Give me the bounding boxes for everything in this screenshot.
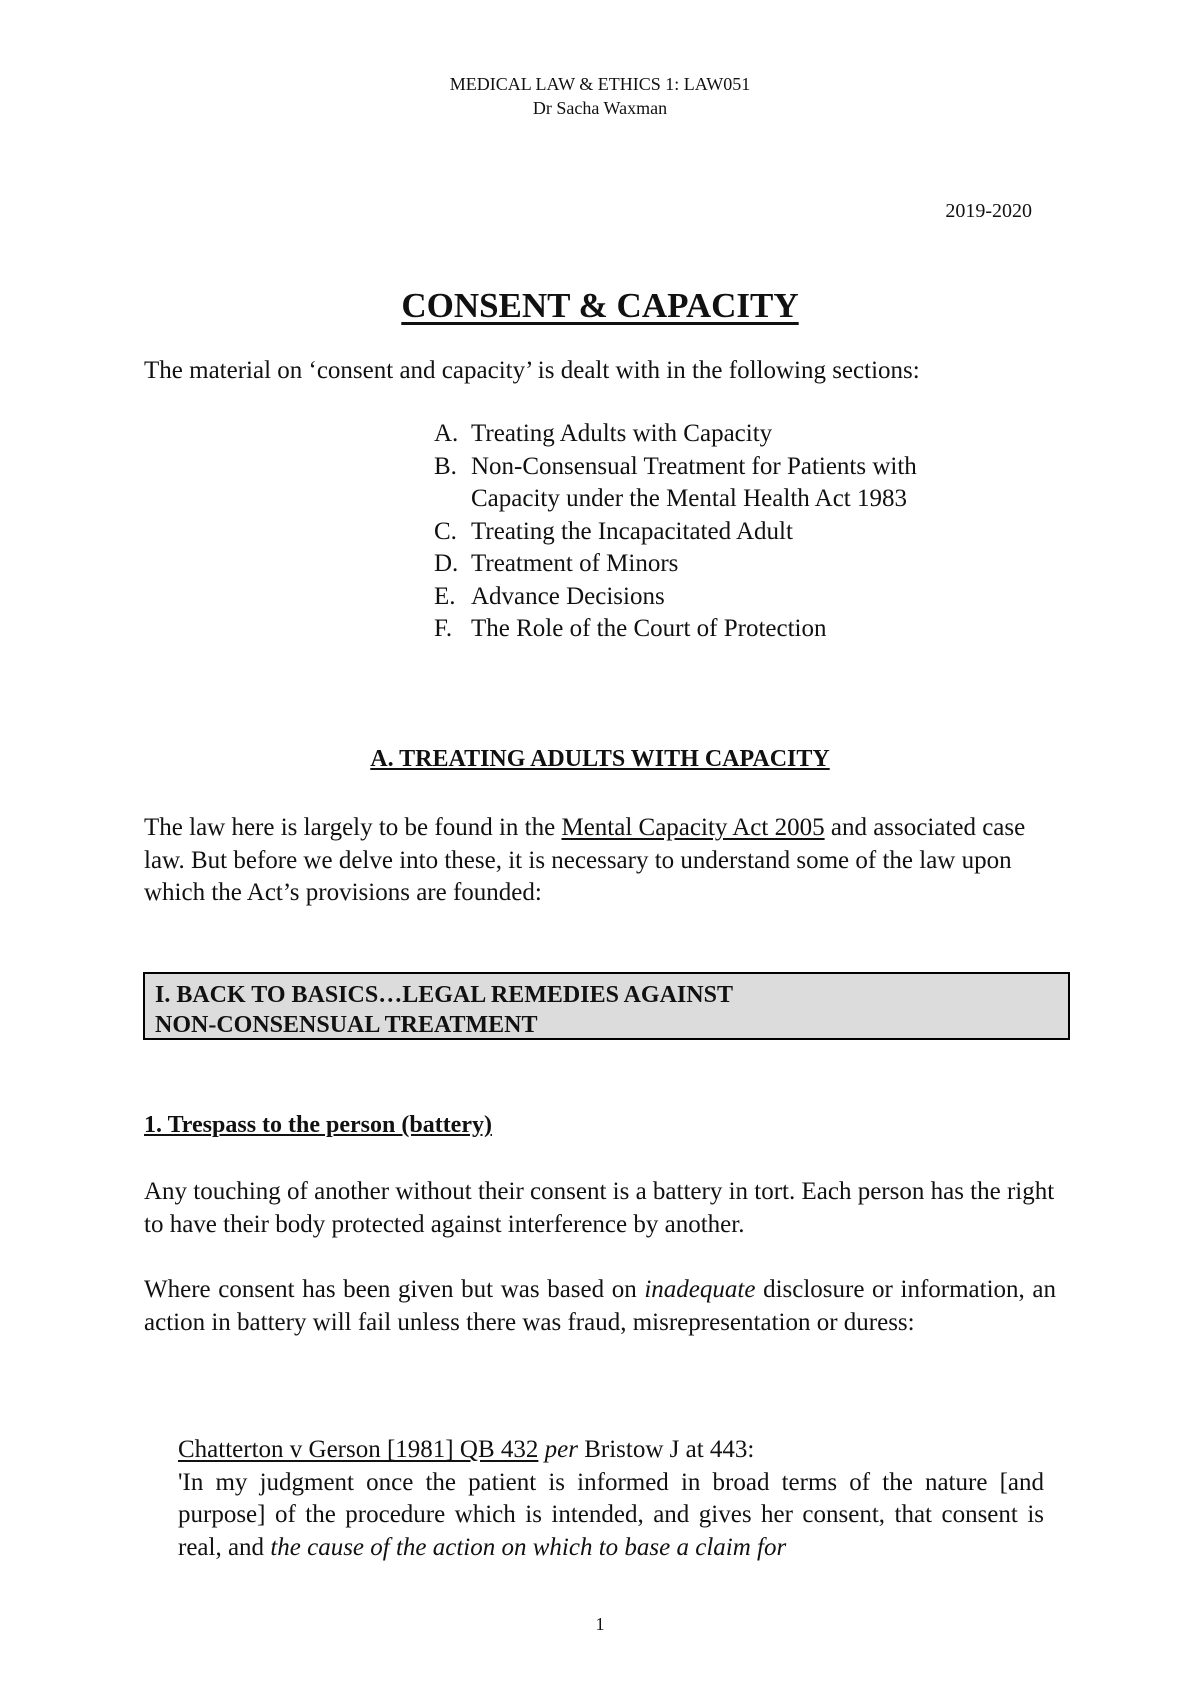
case-citation bbox=[178, 1434, 1044, 1467]
judge-text: Bristow J at 443: bbox=[577, 1436, 755, 1463]
list-item-text: Treating Adults with Capacity bbox=[471, 420, 773, 447]
emphasis-text: inadequate bbox=[644, 1276, 756, 1303]
case-quote-block bbox=[178, 1434, 1044, 1564]
header-author: Dr Sacha Waxman bbox=[532, 98, 668, 118]
paragraph-text: Where consent has been given but was based on bbox=[144, 1276, 645, 1303]
list-item-letter: D. bbox=[434, 550, 459, 577]
list-item-letter: B. bbox=[434, 452, 457, 480]
sections-list bbox=[434, 418, 1034, 646]
list-item-text: Non-Consensual Treatment for Patients with Capacity under the Mental Health Act 1983 bbox=[471, 452, 917, 512]
page-title: CONSENT & CAPACITY bbox=[401, 286, 799, 325]
list-item bbox=[434, 451, 1034, 516]
list-item-text: Treating the Incapacitated Adult bbox=[471, 517, 793, 545]
paragraph-text: and associated case law. But before we delve into these, it is necessary to understand some of the law upon which the Act’s provisions are founded: bbox=[144, 814, 1026, 906]
paragraph-text: disclosure or information, an action in battery will fail unless there was fraud, misrepresentation or duress: bbox=[144, 1276, 1056, 1336]
quote-text: 'In my judgment once the patient is informed in broad terms of the nature [and purpose] of the procedure which is intended, and gives her consent, that consent is real, and bbox=[178, 1468, 1044, 1561]
battery-paragraph: Any touching of another without their consent is a battery in tort. Each person has the right to have their body protected against interference by another. bbox=[144, 1178, 1055, 1238]
section-a-paragraph bbox=[144, 812, 1056, 910]
box-heading-line: NON-CONSENSUAL TREATMENT bbox=[155, 1012, 538, 1038]
case-quote bbox=[178, 1467, 1044, 1565]
list-item-text: Advance Decisions bbox=[471, 582, 665, 610]
academic-year: 2019-2020 bbox=[945, 200, 1032, 222]
list-item bbox=[434, 613, 1034, 646]
consent-paragraph bbox=[144, 1274, 1056, 1339]
paragraph-text: The law here is largely to be found in the bbox=[144, 814, 556, 841]
quote-italic-text: the cause of the action on which to base a claim for bbox=[270, 1533, 787, 1561]
intro-paragraph: The material on ‘consent and capacity’ is dealt with in the following sections: bbox=[144, 357, 920, 384]
act-reference-link[interactable]: Mental Capacity Act 2005 bbox=[561, 814, 825, 841]
list-item-letter: A. bbox=[434, 420, 459, 447]
list-item bbox=[434, 516, 1034, 549]
list-item-text: Treatment of Minors bbox=[471, 550, 679, 577]
case-name-link[interactable]: Chatterton v Gerson [1981] QB 432 bbox=[178, 1436, 539, 1463]
box-heading-line: I. BACK TO BASICS…LEGAL REMEDIES AGAINST bbox=[155, 982, 733, 1008]
list-item-letter: E. bbox=[434, 582, 456, 610]
list-item bbox=[434, 581, 1034, 614]
per-text: per bbox=[544, 1436, 578, 1463]
section-a-heading: A. TREATING ADULTS WITH CAPACITY bbox=[370, 746, 830, 772]
list-item-letter: C. bbox=[434, 517, 457, 545]
shaded-heading-box bbox=[143, 972, 1070, 1040]
page-number: 1 bbox=[595, 1614, 605, 1634]
list-item-letter: F. bbox=[434, 615, 453, 642]
list-item bbox=[434, 418, 1034, 451]
list-item bbox=[434, 548, 1034, 581]
subheading-trespass: 1. Trespass to the person (battery) bbox=[144, 1112, 492, 1138]
list-item-text: The Role of the Court of Protection bbox=[471, 615, 827, 642]
header-course: MEDICAL LAW & ETHICS 1: LAW051 bbox=[449, 74, 751, 94]
